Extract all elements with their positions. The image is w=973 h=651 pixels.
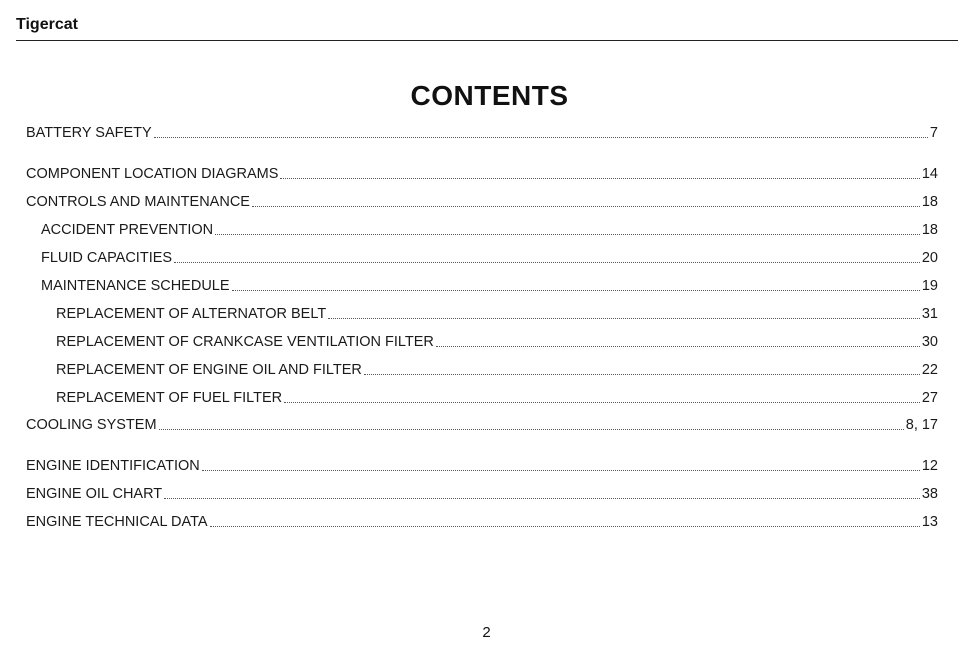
toc-dot-leader	[280, 177, 919, 179]
toc-entry-page: 31	[921, 306, 938, 322]
toc-entry[interactable]	[26, 483, 938, 503]
toc-entry[interactable]	[26, 163, 938, 183]
toc-dot-leader	[284, 401, 920, 403]
toc-dot-leader	[436, 345, 920, 347]
toc-entry-title: COOLING SYSTEM	[26, 417, 157, 433]
toc-entry-page: 19	[921, 278, 938, 294]
toc-entry-title: COMPONENT LOCATION DIAGRAMS	[26, 166, 279, 182]
toc-entry-title: ENGINE TECHNICAL DATA	[26, 514, 208, 530]
toc-entry[interactable]	[26, 191, 938, 211]
toc-entry-page: 20	[921, 250, 938, 266]
toc-entry[interactable]	[26, 122, 938, 142]
toc-entry[interactable]	[26, 414, 938, 434]
toc-entry[interactable]	[26, 247, 938, 267]
page-title: CONTENTS	[410, 80, 569, 111]
toc-entry[interactable]	[26, 359, 938, 379]
toc-entry[interactable]	[26, 275, 938, 295]
toc-dot-leader	[364, 373, 920, 375]
toc-entry-title: ACCIDENT PREVENTION	[41, 222, 214, 238]
toc-entry-page: 38	[921, 486, 938, 502]
toc-entry-page: 27	[921, 390, 938, 406]
toc-dot-leader	[210, 525, 920, 527]
toc-entry[interactable]	[26, 219, 938, 239]
toc-entry-title: REPLACEMENT OF ENGINE OIL AND FILTER	[56, 362, 362, 378]
toc-entry[interactable]	[26, 511, 938, 531]
toc-dot-leader	[215, 233, 920, 235]
toc-entry-title: ENGINE OIL CHART	[26, 486, 163, 502]
toc-dot-leader	[202, 469, 920, 471]
toc-entry-title: FLUID CAPACITIES	[41, 250, 173, 266]
toc-dot-leader	[328, 317, 920, 319]
toc-entry[interactable]	[26, 455, 938, 475]
toc-entry-title: MAINTENANCE SCHEDULE	[41, 278, 230, 294]
toc-entry-title: BATTERY SAFETY	[26, 125, 152, 141]
toc-entry[interactable]	[26, 303, 938, 323]
toc-entry-title: CONTROLS AND MAINTENANCE	[26, 194, 250, 210]
toc-dot-leader	[164, 497, 920, 499]
toc-entry-page: 14	[921, 166, 938, 182]
toc-entry-page: 22	[921, 362, 938, 378]
toc-dot-leader	[252, 205, 920, 207]
toc-dot-leader	[159, 428, 904, 430]
toc-dot-leader	[174, 261, 920, 263]
page-header	[16, 14, 958, 41]
toc-entry-title: ENGINE IDENTIFICATION	[26, 458, 200, 474]
toc-entry-page: 18	[921, 222, 938, 238]
toc-entry-page: 7	[929, 125, 938, 141]
page-number: 2	[482, 624, 491, 641]
toc-entry-page: 8, 17	[905, 417, 938, 433]
toc-entry[interactable]	[26, 387, 938, 407]
toc-entry[interactable]	[26, 331, 938, 351]
toc-entry-page: 18	[921, 194, 938, 210]
toc-entry-title: REPLACEMENT OF CRANKCASE VENTILATION FILTER	[56, 334, 434, 350]
toc-entry-title: REPLACEMENT OF FUEL FILTER	[56, 390, 283, 406]
toc-entry-page: 30	[921, 334, 938, 350]
toc-dot-leader	[154, 136, 928, 138]
toc-entry-page: 12	[921, 458, 938, 474]
toc-dot-leader	[232, 289, 920, 291]
toc-entry-page: 13	[921, 514, 938, 530]
toc-entry-title: REPLACEMENT OF ALTERNATOR BELT	[56, 306, 327, 322]
brand-name: Tigercat	[16, 16, 78, 33]
